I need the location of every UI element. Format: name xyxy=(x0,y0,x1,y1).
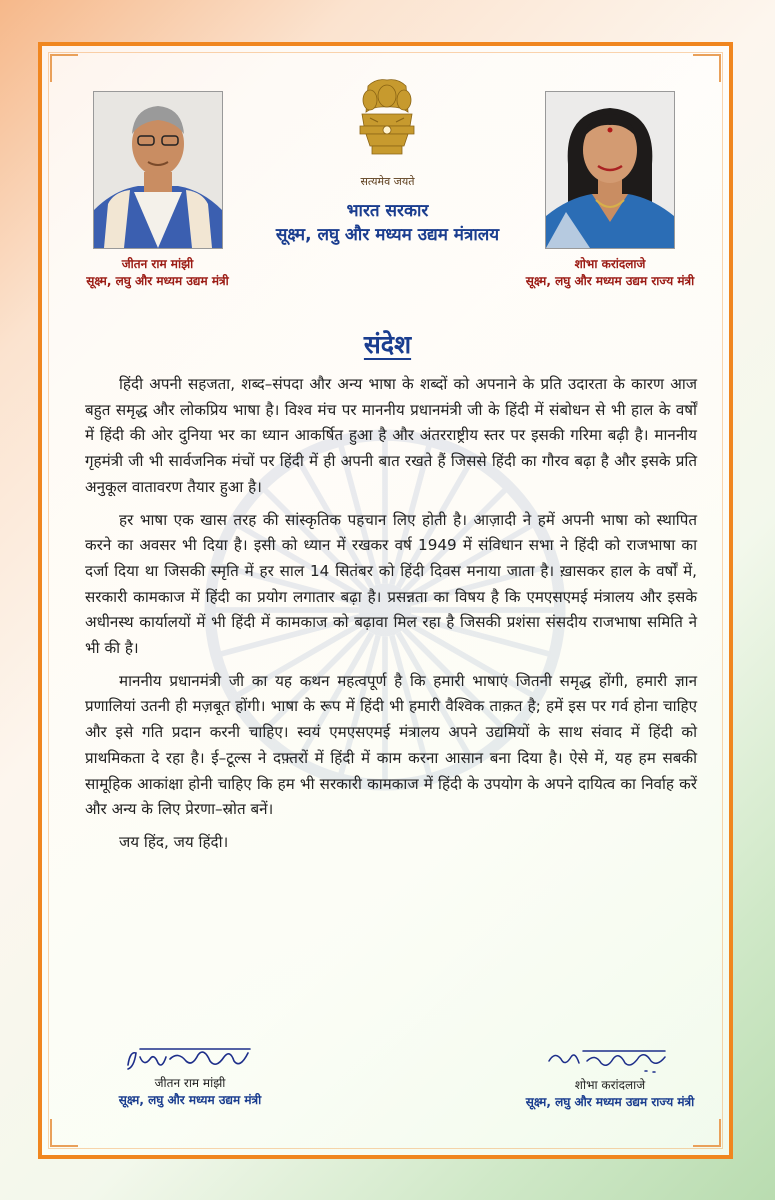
right-official-designation: सूक्ष्म, लघु और मध्यम उद्यम राज्य मंत्री xyxy=(525,274,695,288)
national-emblem-icon xyxy=(348,76,426,184)
message-paragraph: हर भाषा एक खास तरह की सांस्कृतिक पहचान लिए होती है। आज़ादी ने हमें अपनी भाषा को स्थापित करने का अवसर भी दिया है। इसी को ध्यान में रखकर वर्ष 1949 में संविधान सभा ने हिंदी को राजभाषा का दर्जा दिया था जिसकी स्मृति में हर साल 14 सितंबर को हिंदी दिवस मनाया जाता है। ख़ासकर हाल के वर्षों में, सरकारी कामकाज में हिंदी का प्रयोग लगातार बढ़ा है। प्रसन्नता का विषय है कि एमएसएमई मंत्रालय और इसके अधीनस्थ कार्यालयों में भी हिंदी में कामकाज को बढ़ावा मिल रहा है जिसकी प्रशंसा संसदीय राजभाषा समिति ने भी की है। xyxy=(85,510,697,658)
left-signature-block xyxy=(100,1043,280,1109)
left-signatory-designation: सूक्ष्म, लघु और मध्यम उद्यम मंत्री xyxy=(118,1093,262,1107)
right-signatory-name: शोभा करांदलाजे xyxy=(574,1078,646,1092)
message-title: संदेश xyxy=(363,330,412,359)
message-paragraph: हिंदी अपनी सहजता, शब्द–संपदा और अन्य भाषा के शब्दों को अपनाने के प्रति उदारता के कारण आज बहुत समृद्ध और लोकप्रिय भाषा है। विश्व मंच पर माननीय प्रधानमंत्री जी के हिंदी में संबोधन से भी हाल के वर्षों में हिंदी की ओर दुनिया भर का ध्यान आकर्षित हुआ है और अंतरराष्ट्रीय स्तर पर इसकी गरिमा बढ़ी है। माननीय गृहमंत्री जी भी सार्वजनिक मंचों पर हिंदी में ही अपनी बात रखते हैं जिससे हिंदी का गौरव बढ़ा है और इसके प्रति अनुकूल वातावरण तैयार हुआ है। xyxy=(85,375,697,496)
minister-of-state-portrait xyxy=(545,91,675,249)
ministry-title: सूक्ष्म, लघु और मध्यम उद्यम मंत्रालय xyxy=(275,225,500,245)
government-title: भारत सरकार xyxy=(346,201,429,221)
corner-ornament xyxy=(50,54,78,82)
left-signatory-name: जीतन राम मांझी xyxy=(154,1076,226,1090)
corner-ornament xyxy=(693,54,721,82)
right-official-name: शोभा करांदलाजे xyxy=(574,257,646,271)
message-closing: जय हिंद, जय हिंदी। xyxy=(119,832,229,851)
left-signature-image xyxy=(100,1043,280,1075)
right-signatory-designation: सूक्ष्म, लघु और मध्यम उद्यम राज्य मंत्री xyxy=(525,1095,695,1109)
corner-ornament xyxy=(50,1119,78,1147)
right-official-caption xyxy=(505,256,715,290)
minister-portrait xyxy=(93,91,223,249)
message-body xyxy=(85,372,697,863)
left-official-caption xyxy=(70,256,245,290)
government-header xyxy=(240,199,535,247)
left-official-name: जीतन राम मांझी xyxy=(121,257,194,271)
emblem-motto: सत्यमेव जयते xyxy=(360,175,415,188)
right-signature-block xyxy=(505,1045,715,1111)
corner-ornament xyxy=(693,1119,721,1147)
right-signature-image xyxy=(505,1045,715,1077)
message-paragraph: माननीय प्रधानमंत्री जी का यह कथन महत्वपूर्ण है कि हमारी भाषाएं जितनी समृद्ध होंगी, हमारी ज्ञान प्रणालियां उतनी ही मज़बूत होंगी। भाषा के रूप में हिंदी भी हमारी वैश्विक ताक़त है; हमें इस पर गर्व होना चाहिए और इसे गति प्रदान करनी चाहिए। स्वयं एमएसएमई मंत्रालय अपने उद्यमियों के साथ संवाद में हिंदी को प्राथमिकता दे रहा है। ई–टूल्स ने दफ़्तरों में हिंदी में काम करना आसान बना दिया है। ऐसे में, यह हम सबकी सामूहिक आकांक्षा होनी चाहिए कि हम भी सरकारी कामकाज में हिंदी के उपयोग के अपने दायित्व का निर्वाह करें और अन्य के लिए प्रेरणा–स्रोत बनें। xyxy=(85,671,697,819)
left-official-designation: सूक्ष्म, लघु और मध्यम उद्यम मंत्री xyxy=(86,274,229,288)
